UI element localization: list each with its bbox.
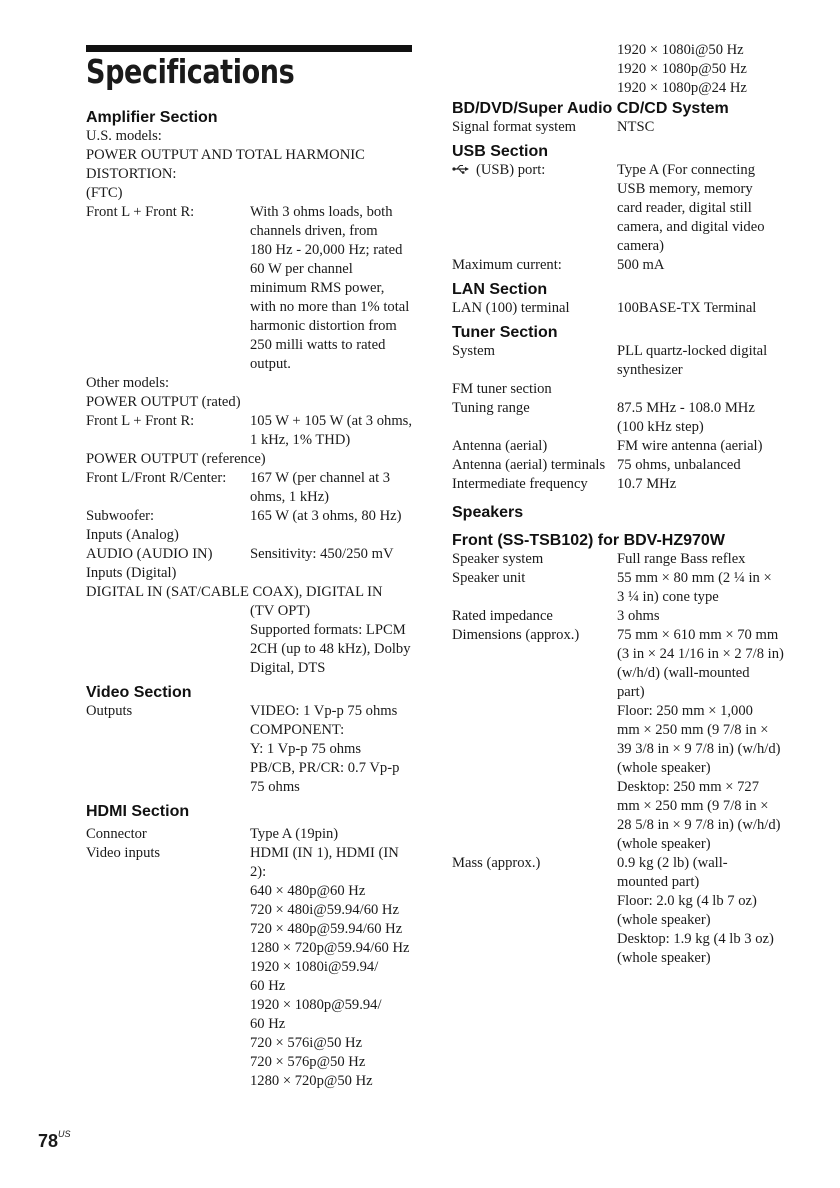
spec-value: 105 W + 105 W (at 3 ohms, 1 kHz, 1% THD)	[250, 413, 413, 448]
spec-value: Type A (For connecting USB memory, memory card reader, digital still camera, and digital video camera)	[617, 162, 765, 254]
spec-row-signal	[452, 118, 792, 137]
spec-row-system	[452, 342, 792, 380]
spec-value: VIDEO: 1 Vp-p 75 ohms COMPONENT: Y: 1 Vp-p 75 ohms PB/CB, PR/CR: 0.7 Vp-p 75 ohms	[250, 703, 400, 795]
other-models: Other models:	[86, 375, 170, 391]
spec-value: NTSC	[617, 119, 655, 135]
spec-label: Subwoofer:	[86, 508, 155, 524]
right-column	[452, 41, 792, 968]
inputs-digital: Inputs (Digital)	[86, 565, 177, 581]
spec-label: AUDIO (AUDIO IN)	[86, 546, 213, 562]
spec-value: 3 ohms	[617, 608, 660, 624]
spec-value: Type A (19pin)	[250, 826, 339, 842]
hdmi-continued: 1920 × 1080i@50 Hz 1920 × 1080p@50 Hz 1920 × 1080p@24 Hz	[617, 42, 747, 96]
spec-label: Dimensions (approx.)	[452, 627, 580, 643]
spec-label: Speaker unit	[452, 570, 526, 586]
power-output-line1: POWER OUTPUT AND TOTAL HARMONIC	[86, 147, 365, 163]
spec-value: PLL quartz-locked digital synthesizer	[617, 343, 768, 378]
amplifier-heading: Amplifier Section	[86, 109, 218, 126]
spec-row-tuning-range	[452, 399, 792, 437]
spec-value: Sensitivity: 450/250 mV	[250, 546, 394, 562]
spec-label: Tuning range	[452, 400, 530, 416]
power-rated: POWER OUTPUT (rated)	[86, 394, 241, 410]
spec-label: Outputs	[86, 703, 133, 719]
spec-value: 500 mA	[617, 257, 665, 273]
spec-value: 55 mm × 80 mm (2 ¼ in × 3 ¼ in) cone type	[617, 570, 772, 605]
spec-label: Front L + Front R:	[86, 204, 195, 220]
spec-row-mass	[452, 854, 792, 968]
page-number: $78^{US}$	[38, 1129, 71, 1151]
spec-label: Intermediate frequency	[452, 476, 588, 492]
spec-label: System	[452, 343, 495, 359]
spec-value: 0.9 kg (2 lb) (wall- mounted part) Floor: 2.0 kg (4 lb 7 oz) (whole speaker) Desktop: 1.9 kg (4 lb 3 oz) (whole speaker)	[617, 855, 774, 966]
usb-heading: USB Section	[452, 143, 549, 160]
spec-label: Video inputs	[86, 845, 161, 861]
spec-label: Speaker system	[452, 551, 544, 567]
spec-label: Antenna (aerial) terminals	[452, 457, 606, 473]
spec-row-dimensions	[452, 626, 792, 854]
speakers-heading: Speakers	[452, 504, 524, 521]
spec-row-flrc	[86, 469, 426, 507]
spec-value: 75 mm × 610 mm × 70 mm (3 in × 24 1/16 in × 2 7/8 in) (w/h/d) (wall-mounted part) Floor: 250 mm × 1,000 mm × 250 mm (9 7/8 in × 39 3/8 in × 9 7/8 in) (w/h/d) (whole speaker) Desktop: 250 mm × 727 mm × 250 mm (9 7/8 in × 28 5/8 in × 9 7/8 in) (w/h/d) (whole speaker)	[617, 627, 784, 852]
spec-row-lan	[452, 299, 792, 318]
spec-value: HDMI (IN 1), HDMI (IN 2): 640 × 480p@60 Hz 720 × 480i@59.94/60 Hz 720 × 480p@59.94/60 Hz 1280 × 720p@59.94/60 Hz 1920 × 1080i@59.94/ 60 Hz 1920 × 1080p@59.94/ 60 Hz 720 × 576i@50 Hz 720 × 576p@50 Hz 1280 × 720p@50 Hz	[250, 845, 410, 1089]
spec-value: 87.5 MHz - 108.0 MHz (100 kHz step)	[617, 400, 755, 435]
spec-row-impedance	[452, 607, 792, 626]
digital-in-label: DIGITAL IN (SAT/CABLE COAX), DIGITAL IN	[86, 584, 383, 600]
spec-label: LAN (100) terminal	[452, 300, 570, 316]
spec-value: FM wire antenna (aerial)	[617, 438, 763, 454]
spec-label: Antenna (aerial)	[452, 438, 548, 454]
inputs-analog: Inputs (Analog)	[86, 527, 179, 543]
spec-label: Front L/Front R/Center:	[86, 470, 227, 486]
spec-row-outputs	[86, 702, 426, 797]
spec-row-front	[86, 203, 426, 374]
spec-label: Signal format system	[452, 119, 577, 135]
digital-in-value: (TV OPT) Supported formats: LPCM 2CH (up to 48 kHz), Dolby Digital, DTS	[250, 603, 411, 676]
power-output-line2: DISTORTION:	[86, 166, 177, 182]
ftc: (FTC)	[86, 185, 123, 201]
spec-label: Maximum current:	[452, 257, 562, 273]
spec-row-if	[452, 475, 792, 494]
usb-icon	[452, 161, 470, 180]
page-title: Specifications	[86, 52, 295, 91]
spec-value: 75 ohms, unbalanced	[617, 457, 741, 473]
spec-row-antenna	[452, 437, 792, 456]
spec-label: Connector	[86, 826, 147, 842]
spec-row-antenna-terminals	[452, 456, 792, 475]
spec-value: 167 W (per channel at 3 ohms, 1 kHz)	[250, 470, 391, 505]
spec-row-video-inputs	[86, 844, 426, 1091]
spec-value: 10.7 MHz	[617, 476, 677, 492]
fm-tuner-section: FM tuner section	[452, 381, 552, 397]
front-speaker-heading: Front (SS-TSB102) for BDV-HZ970W	[452, 532, 725, 549]
left-column	[86, 107, 426, 1091]
lan-heading: LAN Section	[452, 281, 548, 298]
spec-label: Front L + Front R:	[86, 413, 195, 429]
page-suffix: US	[58, 1129, 71, 1139]
spec-label: (USB) port:	[452, 161, 617, 256]
spec-row-usb-port	[452, 161, 792, 256]
hdmi-heading: HDMI Section	[86, 803, 190, 820]
spec-row-speaker-system	[452, 550, 792, 569]
spec-row-front-rated	[86, 412, 426, 450]
spec-label: Rated impedance	[452, 608, 553, 624]
title-rule	[86, 45, 412, 52]
video-heading: Video Section	[86, 684, 192, 701]
spec-row-audio	[86, 545, 426, 564]
spec-value: 100BASE-TX Terminal	[617, 300, 757, 316]
spec-value: 165 W (at 3 ohms, 80 Hz)	[250, 508, 402, 524]
spec-label: Mass (approx.)	[452, 855, 541, 871]
spec-row-subwoofer	[86, 507, 426, 526]
spec-row-speaker-unit	[452, 569, 792, 607]
bd-heading: BD/DVD/Super Audio CD/CD System	[452, 100, 729, 117]
spec-row-connector	[86, 825, 426, 844]
tuner-heading: Tuner Section	[452, 324, 558, 341]
spec-row-max-current	[452, 256, 792, 275]
spec-value: Full range Bass reflex	[617, 551, 746, 567]
power-reference: POWER OUTPUT (reference)	[86, 451, 266, 467]
us-models: U.S. models:	[86, 128, 162, 144]
spec-value: With 3 ohms loads, both channels driven, from 180 Hz - 20,000 Hz; rated 60 W per channel minimum RMS power, with no more than 1% total harmonic distortion from 250 milli watts to rated output.	[250, 204, 410, 372]
